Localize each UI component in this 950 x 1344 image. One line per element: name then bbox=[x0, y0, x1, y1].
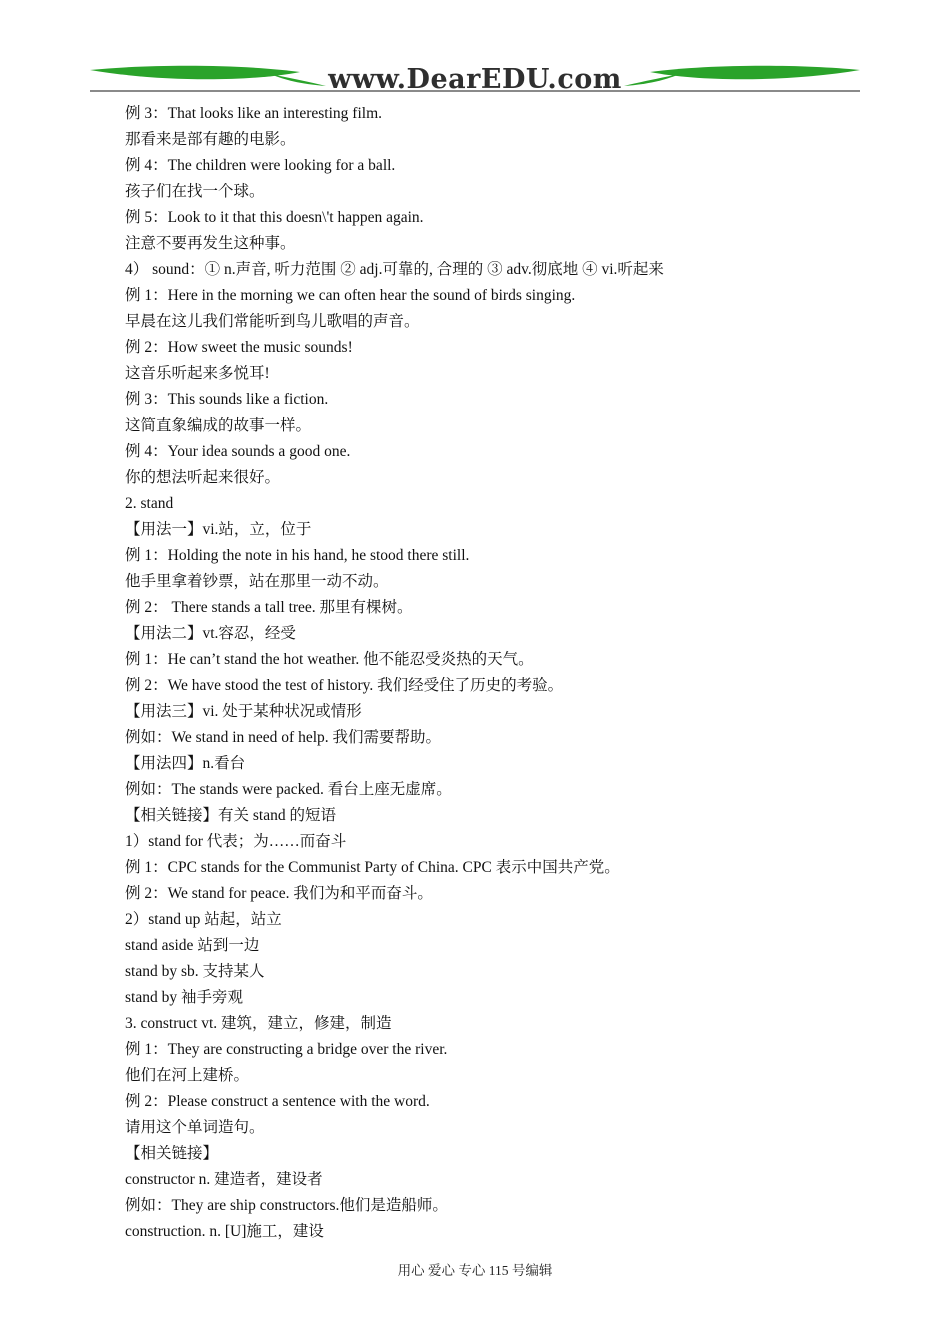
text-line: 你的想法听起来很好。 bbox=[125, 469, 281, 486]
text-line: 例 1：Here in the morning we can often hear the sound of birds singing. bbox=[125, 287, 576, 304]
text-line: 这音乐听起来多悦耳! bbox=[125, 365, 270, 382]
text-line: 1）stand for 代表；为……而奋斗 bbox=[125, 833, 347, 850]
text-line: 他们在河上建桥。 bbox=[125, 1067, 250, 1084]
text-line: stand by 袖手旁观 bbox=[125, 989, 243, 1006]
text-line: 【用法四】n.看台 bbox=[125, 755, 246, 772]
text-line: 例 4：Your idea sounds a good one. bbox=[125, 443, 351, 460]
text-line: 例如：The stands were packed. 看台上座无虚席。 bbox=[125, 781, 452, 798]
text-line: 例 2： There stands a tall tree. 那里有棵树。 bbox=[125, 599, 413, 616]
text-line: stand by sb. 支持某人 bbox=[125, 963, 265, 980]
text-line: 孩子们在找一个球。 bbox=[125, 183, 265, 200]
text-line: 例 2：Please construct a sentence with the word. bbox=[125, 1093, 430, 1110]
text-line: 例 4：The children were looking for a ball. bbox=[125, 157, 396, 174]
text-line: 例 2：We stand for peace. 我们为和平而奋斗。 bbox=[125, 885, 433, 902]
page-footer: 用心 爱心 专心 115 号编辑 bbox=[397, 1263, 553, 1278]
text-line: 例 1：He can’t stand the hot weather. 他不能忍受炎热的天气。 bbox=[125, 651, 534, 668]
text-line: 2）stand up 站起，站立 bbox=[125, 911, 282, 928]
text-line: 例 3：That looks like an interesting film. bbox=[125, 105, 382, 122]
text-line: 例 3：This sounds like a fiction. bbox=[125, 391, 329, 408]
text-line: 【相关链接】有关 stand 的短语 bbox=[125, 807, 336, 824]
text-line: 例 2：We have stood the test of history. 我们经受住了历史的考验。 bbox=[125, 677, 564, 694]
text-line: 例 1：Holding the note in his hand, he stood there still. bbox=[125, 547, 470, 564]
text-line: 注意不要再发生这种事。 bbox=[125, 235, 296, 252]
text-line: 例如：We stand in need of help. 我们需要帮助。 bbox=[125, 729, 442, 746]
text-line: 【相关链接】 bbox=[125, 1145, 219, 1162]
text-line: 早晨在这儿我们常能听到鸟儿歌唱的声音。 bbox=[125, 313, 420, 330]
text-line: 这简直象编成的故事一样。 bbox=[125, 417, 312, 434]
text-line: 2. stand bbox=[125, 495, 174, 512]
text-line: 【用法三】vi. 处于某种状况或情形 bbox=[125, 703, 362, 720]
document-body bbox=[125, 101, 885, 1245]
text-line: 例 1：CPC stands for the Communist Party of China. CPC 表示中国共产党。 bbox=[125, 859, 620, 876]
text-line: 例 1：They are constructing a bridge over the river. bbox=[125, 1041, 448, 1058]
site-name: www.DearEDU.com bbox=[328, 64, 622, 95]
text-line: 【用法一】vi.站，立，位于 bbox=[125, 521, 312, 538]
page-header bbox=[90, 60, 860, 96]
text-line: stand aside 站到一边 bbox=[125, 937, 260, 954]
text-line: 例如：They are ship constructors.他们是造船师。 bbox=[125, 1197, 448, 1214]
text-line: construction. n. [U]施工，建设 bbox=[125, 1223, 324, 1240]
text-line: 例 5：Look to it that this doesn\'t happen again. bbox=[125, 209, 424, 226]
text-line: 请用这个单词造句。 bbox=[125, 1119, 265, 1136]
text-line: 【用法二】vt.容忍，经受 bbox=[125, 625, 296, 642]
text-line: 3. construct vt. 建筑，建立，修建，制造 bbox=[125, 1015, 392, 1032]
text-line: constructor n. 建造者，建设者 bbox=[125, 1171, 323, 1188]
text-line: 例 2：How sweet the music sounds! bbox=[125, 339, 353, 356]
text-line: 那看来是部有趣的电影。 bbox=[125, 131, 296, 148]
text-line: 4） sound：① n.声音, 听力范围 ② adj.可靠的, 合理的 ③ adv.彻底地 ④ vi.听起来 bbox=[125, 261, 664, 278]
text-line: 他手里拿着钞票，站在那里一动不动。 bbox=[125, 573, 389, 590]
